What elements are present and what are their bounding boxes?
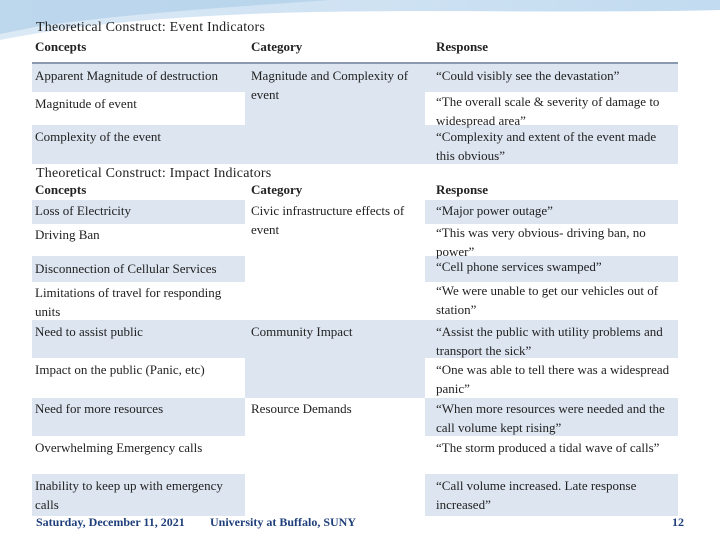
response-cell: “The storm produced a tidal wave of calls” — [436, 440, 660, 455]
concept-cell: Complexity of the event — [35, 129, 162, 144]
concept-cell: Driving Ban — [35, 227, 100, 242]
section-title-impact: Theoretical Construct: Impact Indicators — [36, 166, 272, 181]
header-row — [32, 38, 678, 63]
concept-cell: Limitations of travel for responding units — [35, 285, 222, 319]
section-title-event: Theoretical Construct: Event Indicators — [36, 20, 266, 35]
concept-cell: Disconnection of Cellular Services — [35, 261, 217, 276]
footer-organization: University at Buffalo, SUNY — [210, 515, 356, 529]
concept-cell: Need to assist public — [35, 324, 143, 339]
response-cell: “This was very obvious- driving ban, no power” — [436, 225, 646, 259]
response-cell: “Assist the public with utility problems and transport the sick” — [436, 324, 663, 358]
col-header-category: Category — [251, 39, 303, 54]
col-header-concepts: Concepts — [35, 39, 87, 54]
category-cell: Magnitude and Complexity of event — [245, 64, 425, 125]
response-cell: “Major power outage” — [436, 203, 553, 218]
page-number: 12 — [672, 515, 684, 529]
category-cell: Resource Demands — [251, 401, 352, 416]
concept-cell: Loss of Electricity — [35, 203, 132, 218]
response-cell: “One was able to tell there was a widespread panic” — [436, 362, 670, 396]
response-cell: “The overall scale & severity of damage to widespread area” — [436, 94, 660, 128]
category-cell: Civic infrastructure effects of event — [251, 203, 405, 237]
concept-cell: Overwhelming Emergency calls — [35, 440, 203, 455]
col-header-response: Response — [436, 182, 489, 197]
concept-cell: Magnitude of event — [35, 96, 137, 111]
concept-cell: Need for more resources — [35, 401, 164, 416]
col-header-response: Response — [436, 39, 489, 54]
concept-cell: Impact on the public (Panic, etc) — [35, 362, 205, 377]
concept-cell: Inability to keep up with emergency calls — [35, 478, 223, 512]
response-cell: “We were unable to get our vehicles out of station” — [436, 283, 659, 317]
response-cell: “Call volume increased. Late response increased” — [436, 478, 637, 512]
footer-date: Saturday, December 11, 2021 — [36, 515, 185, 529]
category-cell: Community Impact — [251, 324, 353, 339]
col-header-category: Category — [251, 182, 303, 197]
col-header-concepts: Concepts — [35, 182, 87, 197]
response-cell: “When more resources were needed and the call volume kept rising” — [436, 401, 665, 435]
response-cell: “Cell phone services swamped” — [436, 259, 602, 274]
concept-cell: Apparent Magnitude of destruction — [35, 68, 219, 83]
response-cell: “Complexity and extent of the event made this obvious” — [436, 129, 657, 163]
response-cell: “Could visibly see the devastation” — [436, 68, 620, 83]
